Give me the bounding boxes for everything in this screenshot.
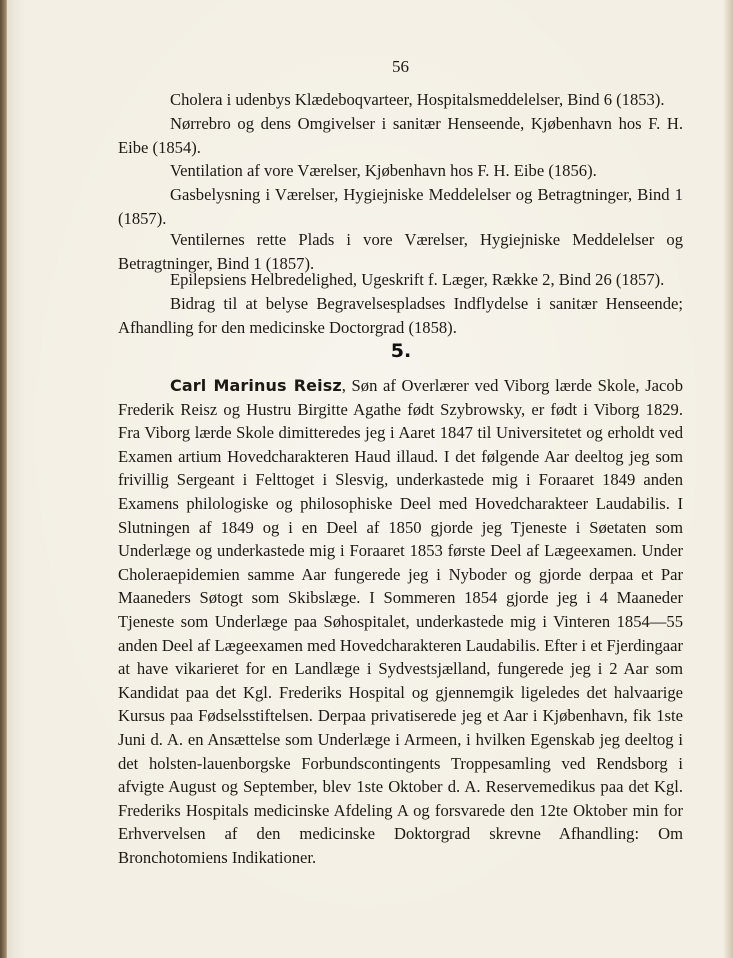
biography-paragraph: [118, 374, 683, 869]
page-number: 56: [392, 57, 409, 76]
page-right-edge: [723, 0, 733, 958]
bibliography-entry: Ventilation af vore Værelser, Kjøbenhavn hos F. H. Eibe (1856).: [170, 161, 597, 180]
bibliography-entry: Ventilernes rette Plads i vore Værelser, Hygiejniske Meddelelser og Betragtninger, Bind 1 (1857).: [118, 230, 683, 273]
bibliography-entry: Nørrebro og dens Omgivelser i sanitær Henseende, Kjøbenhavn hos F. H. Eibe (1854).: [118, 114, 683, 157]
bibliography-entry: Cholera i udenbys Klædeboqvarteer, Hospitalsmeddelelser, Bind 6 (1853).: [170, 90, 665, 109]
biography-text: , Søn af Overlærer ved Viborg lærde Skole, Jacob Frederik Reisz og Hustru Birgitte Agathe født Szybrowsky, er født i Viborg 1829. Fra Viborg lærde Skole dimitteredes jeg i Aaret 1847 til Universitetet og erholdt ved Examen artium Hovedcharakteren Haud illaud. I det følgende Aar deeltog jeg som frivillig Sergeant i Felttoget i Slesvig, underkastede mig i Foraaret 1849 anden Examens philologiske og philosophiske Deel med Hovedcharakteer Laudabilis. I Slutningen af 1849 og i en Deel af 1850 gjorde jeg Tjeneste i Søetaten som Underlæge og underkastede mig i Foraaret 1853 første Deel af Lægeexamen. Under Choleraepidemien samme Aar fungerede jeg i Nyboder og gjorde derpaa et Par Maaneders Søtogt som Skibslæge. I Sommeren 1854 gjorde jeg i 4 Maaneder Tjeneste som Underlæge paa Søhospitalet, underkastede mig i Vinteren 1854—55 anden Deel af Lægeexamen med Hovedcharakteren Laudabilis. Efter i et Fjerdingaar at have vikarieret for en Landlæge i Sydvestsjælland, fungerede jeg i 2 Aar som Kandidat paa det Kgl. Frederiks Hospital og gjennemgik ligeledes det halvaarige Kursus paa Fødselsstiftelsen. Derpaa privatiserede jeg et Aar i Kjøbenhavn, fik 1ste Juni d. A. en Ansættelse som Underlæge i Armeen, i hvilken Egenskab jeg deeltog i det holsten-lauenborgske Forbundscontingents Troppesamling ved Rendsborg i afvigte August og September, blev 1ste Oktober d. A. Reservemedikus paa det Kgl. Frederiks Hospitals medicinske Afdeling A og forsvarede den 12te Oktober min for Erhvervelsen af den medicinske Doktorgrad skrevne Afhandling: Om Bronchotomiens Indikationer.: [118, 376, 683, 867]
person-name: Carl Marinus Reisz: [170, 376, 342, 395]
page-edge-line: [6, 0, 7, 958]
bibliography-entry: Epilepsiens Helbredelighed, Ugeskrift f. Læger, Række 2, Bind 26 (1857).: [170, 270, 665, 289]
bibliography-entry: Bidrag til at belyse Begravelsespladses Indflydelse i sanitær Henseende; Afhandling for den medicinske Doctorgrad (1858).: [118, 294, 683, 337]
section-number: 5.: [390, 340, 412, 362]
bibliography-entry: Gasbelysning i Værelser, Hygiejniske Meddelelser og Betragtninger, Bind 1 (1857).: [118, 185, 683, 228]
